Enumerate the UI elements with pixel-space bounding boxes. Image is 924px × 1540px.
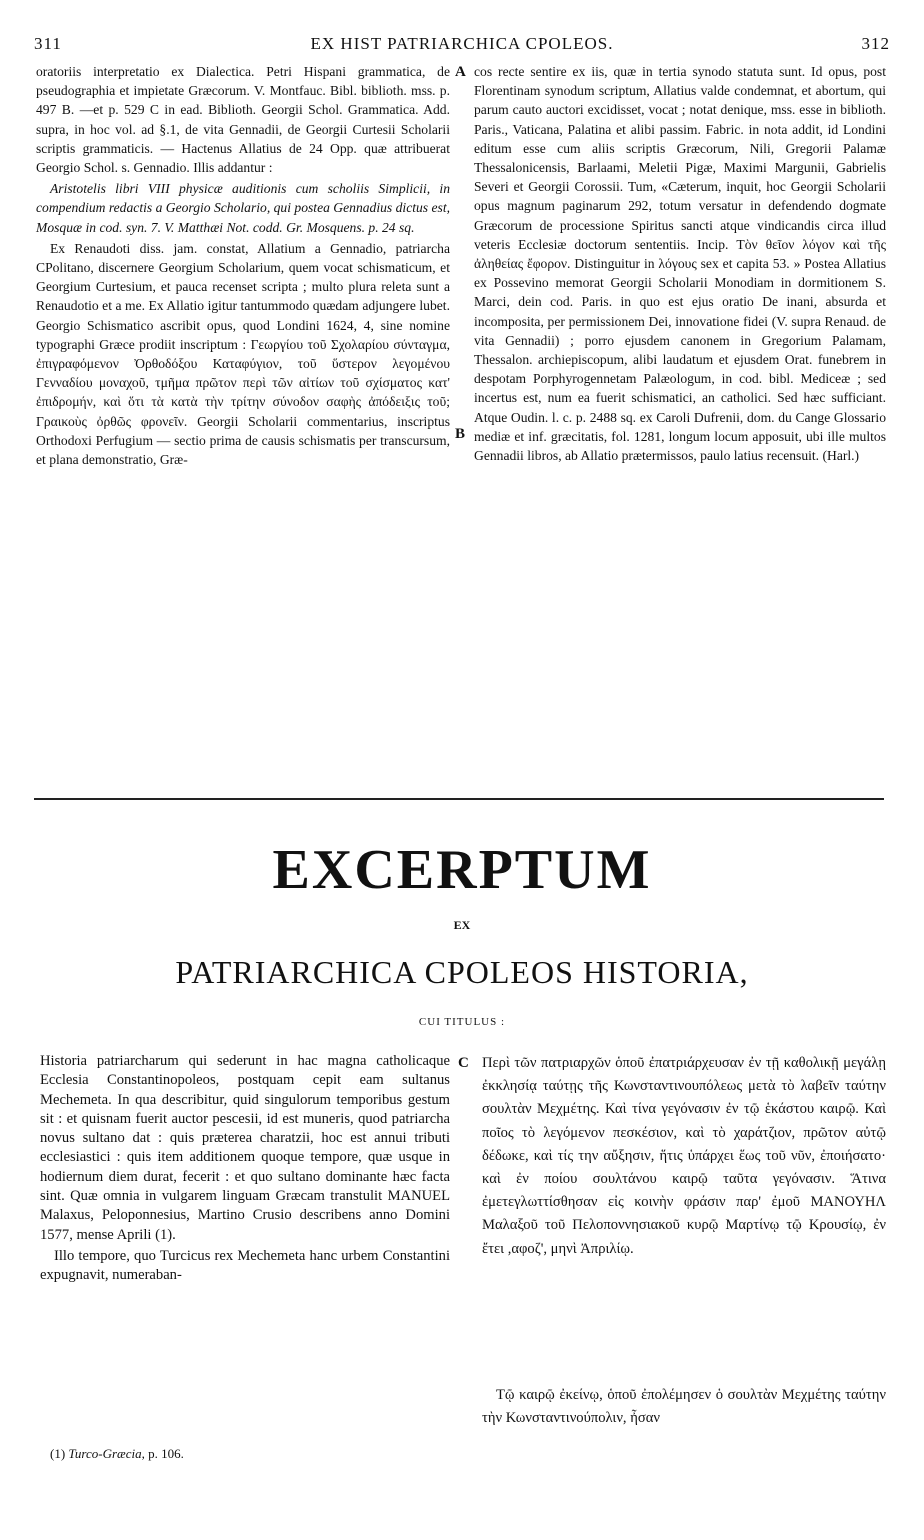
paragraph: Illo tempore, quo Turcicus rex Mechemeta hanc urbem Constantini expugnavit, numeraban-: [40, 1247, 450, 1284]
paragraph: Historia patriarcharum qui sederunt in hac magna catholicaque Ecclesia Constantinopoleos, postquam cepit eam sultanus Mechemeta. In qua describitur, quid singulorum temporibus gestum sit : et quisnam fuerit auctor pescesii, id est muneris, quod patriarcha novus sultano dat : quis præterea charatzii, hoc est annui tributi ecclesiastici : quis item additionem quoque tempore, quæ usque in hodiernum diem durat, fecerit : et quo sultano dominante hæc facta sint. Quæ omnia in vulgarem linguam Græcam transtulit MANUEL Malaxus, Peloponnesius, Martino Crusio describens anno Domini 1577, mense Aprili (1).: [40, 1053, 450, 1243]
running-header: [34, 34, 890, 58]
section-subtitle: PATRIARCHICA CPOLEOS HISTORIA,: [175, 954, 749, 990]
bottom-left-column: [40, 1052, 450, 1288]
left-page-number: 311: [34, 34, 62, 53]
paragraph: Aristotelis libri VIII physicæ auditionis cum scholiis Simplicii, in compendium redactis a Georgio Scholario, qui postea Gennadius dictus est, Mosquæ in cod. syn. 7. V. Matthæi Not. codd. Gr. Mosquens. p. 24 sq.: [36, 181, 450, 235]
running-title: EX HIST PATRIARCHICA CPOLEOS.: [310, 34, 614, 53]
top-left-column: [36, 62, 450, 471]
bottom-right-column-continued: [482, 1384, 886, 1432]
paragraph: Ex Renaudoti diss. jam. constat, Allatium a Gennadio, patriarcha CPolitano, discernere Georgium Scholarium, quem vocat schismaticum, et Georgium Curtesium, et pauca recenset scripta ; multo plura releta sunt a Renaudotio et a me. Ex Allatio igitur tantummodo quædam adjungere lubet. Georgio Schismatico ascribit opus, quod Londini 1624, 4, sine nomine typographi Græce prodiit inscriptum : Γεωργίου τοῦ Σχολαρίου σύνταγμα, ἐπιγραφόμενον Ὀρθοδόξου Καταφύγιον, τοῦ ὕστερον λεγομένου Γενναδίου μοναχοῦ, τμῆμα πρῶτον περὶ τῶν αἰτίων τοῦ σχίσματος κατ' ἐπιδρομήν, καὶ ὅτι τὰ κατὰ τὴν τρίτην σύνοδον σαφὴς ἀπόδειξις τοῦ; Γραικοὺς ὀρθῶς φρονεῖν. Georgii Scholarii commentarius, inscriptus Orthodoxi Perfugium — sectio prima de causis schismatis per transcursum, et plana demonstratio, Græ-: [36, 240, 450, 468]
section-divider: [34, 798, 884, 800]
section-title-ex: EX: [453, 918, 471, 932]
paragraph: cos recte sentire ex iis, quæ in tertia synodo statuta sunt. Id opus, post Florentinam synodum scriptum, Allatius valde condemnat, et abortum, qui parum cauto auctori excidisset, vocat ; notat denique, mss. esse in biblioth. Paris., Vaticana, Palatina et alibi passim. Fabric. in nota addit, id Londini editum esse cum aliis scriptis Græcorum, Nili, Gregorii Palamæ Thessalonicensis, Barlaami, Meletii Pigæ, Maximi Margunii, Gabrielis Severi et Georgii Corossii. Tum, «Cæterum, inquit, hoc Georgii Scholarii opus magnum paginarum 292, totum versatur in defendendo dogmate Græcorum de processione Spiritus sancti atque vindicandis circa illud veteris Ecclesiæ doctorum sententiis. Incip. Τὸν θεῖον λόγον καὶ τῆς ἀληθείας ἔφορον. Distinguitur in λόγους sex et capita 53. » Postea Allatius ex Possevino memorat Georgii Scholarii Monodiam in dormitionem S. Marci, dein cod. Paris. in quo est ejus oratio De inani, absurda et incomposita, per permissionem Dei, innovatione fidei (V. supra Renaud. de vita Gennadii) ; porro ejusdem canonem in Gregorium Palamam, Thessalon. archiepiscopum, alibi laudatum et ejusdem Orat. funebrem in despotam Porphyrogennetam Palæologum, in cod. bibl. Mediceæ ; sed incertus est, num ea fuerit schismatici, an catholici. Sed hæc sufficiant. Atque Oudin. l. c. p. 2488 sq. ex Caroli Dufrenii, dom. du Cange Glossario mediæ et inf. græcitatis, fol. 1281, longum locum apposuit, ubi ille multos Gennadii libros, ab Allatio prætermissos, paulo latius recensuit. (Harl.): [474, 64, 886, 464]
margin-mark-b: B: [455, 426, 466, 442]
top-right-column: [474, 62, 886, 467]
right-page-number: 312: [861, 34, 890, 53]
bottom-right-column: [482, 1052, 886, 1263]
section-title: EXCERPTUM: [272, 839, 652, 901]
margin-mark-a: A: [455, 64, 466, 80]
paragraph: Περὶ τῶν πατριαρχῶν ὁποῦ ἐπατριάρχευσαν ἐν τῇ καθολικῇ μεγάλῃ ἐκκλησίᾳ ταύτῃς τῆς Κωνσταντινουπόλεως μετὰ τὸ λαβεῖν ταύτην σουλτὰν Μεχμέτης. Καὶ τίνα γεγόνασιν ἐν τῷ ἑκάστου καιρῷ. Καὶ ποῖος τὸ λεγόμενον πεσκέσιον, καὶ τὸ χαράτζιον, πρῶτον αὐτῷ δέδωκε, καὶ τίς την αὔξησιν, ἥτις ὑπάρχει ἕως τοῦ νῦν, ἐποιήσατο· καὶ ἐν ποίου σουλτάνου καιρῷ ταῦτα γεγόνασιν. Ἅτινα ἐμετεγλωττίσθησαν εἰς κοινὴν φράσιν παρ' ἐμοῦ ΜΑΝΟΥΗΛ Μαλαξοῦ τοῦ Πελοποννησιακοῦ κυρῷ Μαρτίνῳ τῷ Κρουσίῳ, ἐν ἔτει ,αφοζ', μηνὶ Ἀπριλίῳ.: [482, 1055, 886, 1257]
footnote-page: p. 106.: [148, 1446, 184, 1461]
footnote: [50, 1446, 430, 1462]
footnote-marker: (1): [50, 1446, 66, 1461]
footnote-source: Turco-Græcia,: [68, 1446, 145, 1461]
paragraph: Τῷ καιρῷ ἐκείνῳ, ὁποῦ ἐπολέμησεν ὁ σουλτὰν Μεχμέτης ταύτην τὴν Κωνσταντινούπολιν, ἦσαν: [482, 1387, 886, 1427]
margin-mark-c: C: [458, 1055, 469, 1071]
paragraph: oratoriis interpretatio ex Dialectica. Petri Hispani grammatica, de pseudographia et impietate Græcorum. V. Montfauc. Bibl. biblioth. mss. p. 497 B. —et p. 529 C in ead. Biblioth. Georgii Schol. Grammatica. Add. supra, in hoc vol. ad §.1, de vita Gennadii, de Georgii Curtesii Scholarii scriptis grammaticis. — Hactenus Allatius de 24 Opp. quæ attribuerat Georgio Schol. s. Gennadio. Illis addantur :: [36, 64, 450, 176]
cui-titulus: CUI TITULUS :: [418, 1016, 506, 1028]
